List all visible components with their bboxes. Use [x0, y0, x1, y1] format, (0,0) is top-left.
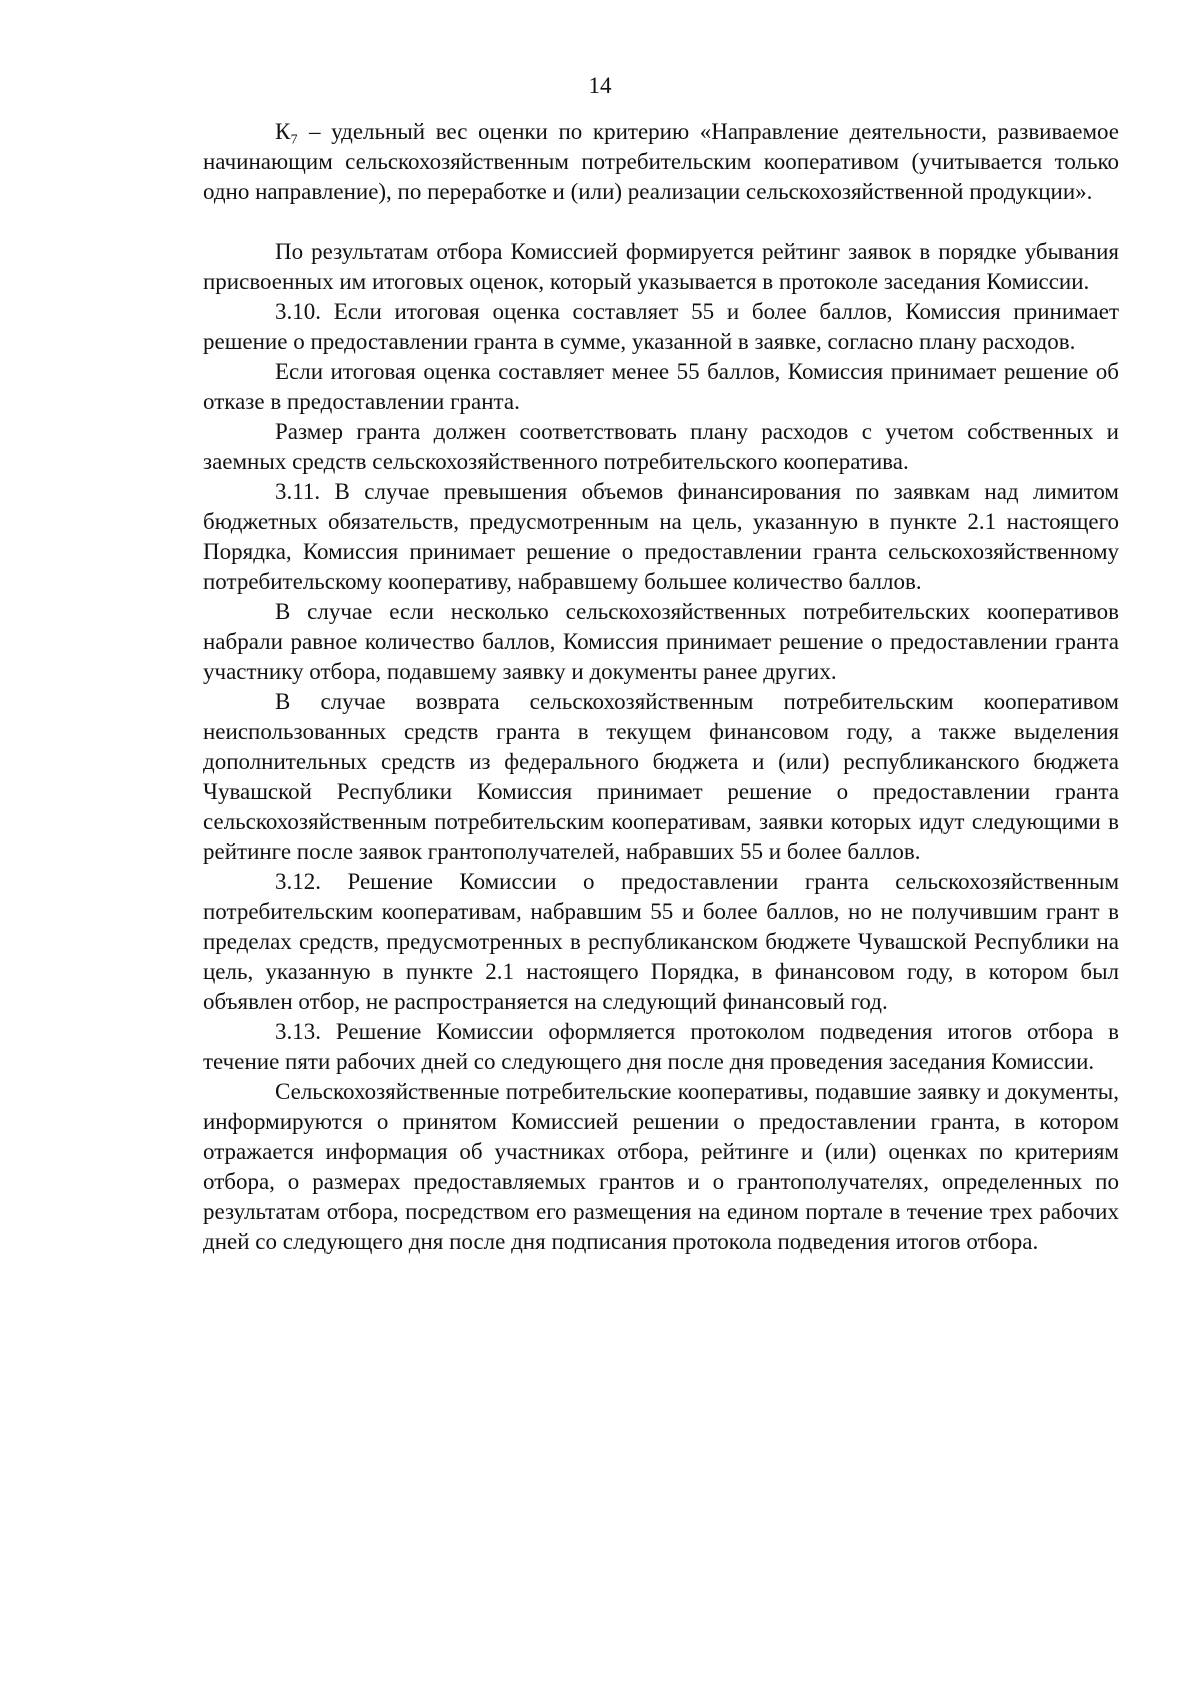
paragraph-3-10: 3.10. Если итоговая оценка составляет 55 и более баллов, Комиссия принимает решение о предоставлении гранта в сумме, указанной в заявке, согласно плану расходов.: [203, 299, 1119, 354]
page-number: 14: [588, 73, 612, 98]
paragraph-grant-size: Размер гранта должен соответствовать плану расходов с учетом собственных и заемных средств сельскохозяйственного потребительского кооператива.: [203, 419, 1119, 474]
document-body: [203, 117, 1119, 1257]
paragraph-equal-scores: В случае если несколько сельскохозяйственных потребительских кооперативов набрали равное количество баллов, Комиссия принимает решение о предоставлении гранта участнику отбора, подавшему заявку и документы ранее других.: [203, 599, 1119, 684]
paragraph-refund: В случае возврата сельскохозяйственным потребительским кооперативом неиспользованных средств гранта в текущем финансовом году, а также выделения дополнительных средств из федерального бюджета и (или) республиканского бюджета Чувашской Республики Комиссия принимает решение о предоставлении гранта сельскохозяйственным потребительским кооперативам, заявки которых идут следующими в рейтинге после заявок грантополучателей, набравших 55 и более баллов.: [203, 689, 1119, 864]
paragraph-notification: Сельскохозяйственные потребительские кооперативы, подавшие заявку и документы, информируются о принятом Комиссией решении о предоставлении гранта, в котором отражается информация об участниках отбора, рейтинге и (или) оценках по критериям отбора, о размерах предоставляемых грантов и о грантополучателях, определенных по результатам отбора, посредством его размещения на едином портале в течение трех рабочих дней со следующего дня после дня подписания протокола подведения итогов отбора.: [203, 1079, 1119, 1254]
paragraph-refusal: Если итоговая оценка составляет менее 55 баллов, Комиссия принимает решение об отказе в предоставлении гранта.: [203, 359, 1119, 414]
paragraph-k7-definition: К₇ – удельный вес оценки по критерию «Направление деятельности, развиваемое начинающим сельскохозяйственным потребительским кооперативом (учитывается только одно направление), по переработке и (или) реализации сельскохозяйственной продукции».: [203, 119, 1119, 204]
paragraph-3-13: 3.13. Решение Комиссии оформляется протоколом подведения итогов отбора в течение пяти рабочих дней со следующего дня после дня проведения заседания Комиссии.: [203, 1019, 1119, 1074]
paragraph-3-11: 3.11. В случае превышения объемов финансирования по заявкам над лимитом бюджетных обязательств, предусмотренным на цель, указанную в пункте 2.1 настоящего Порядка, Комиссия принимает решение о предоставлении гранта сельскохозяйственному потребительскому кооперативу, набравшему большее количество баллов.: [203, 479, 1119, 594]
paragraph-rating: По результатам отбора Комиссией формируется рейтинг заявок в порядке убывания присвоенных им итоговых оценок, который указывается в протоколе заседания Комиссии.: [203, 239, 1119, 294]
paragraph-3-12: 3.12. Решение Комиссии о предоставлении гранта сельскохозяйственным потребительским кооперативам, набравшим 55 и более баллов, но не получившим грант в пределах средств, предусмотренных в республиканском бюджете Чувашской Республики на цель, указанную в пункте 2.1 настоящего Порядка, в финансовом году, в котором был объявлен отбор, не распространяется на следующий финансовый год.: [203, 869, 1119, 1014]
